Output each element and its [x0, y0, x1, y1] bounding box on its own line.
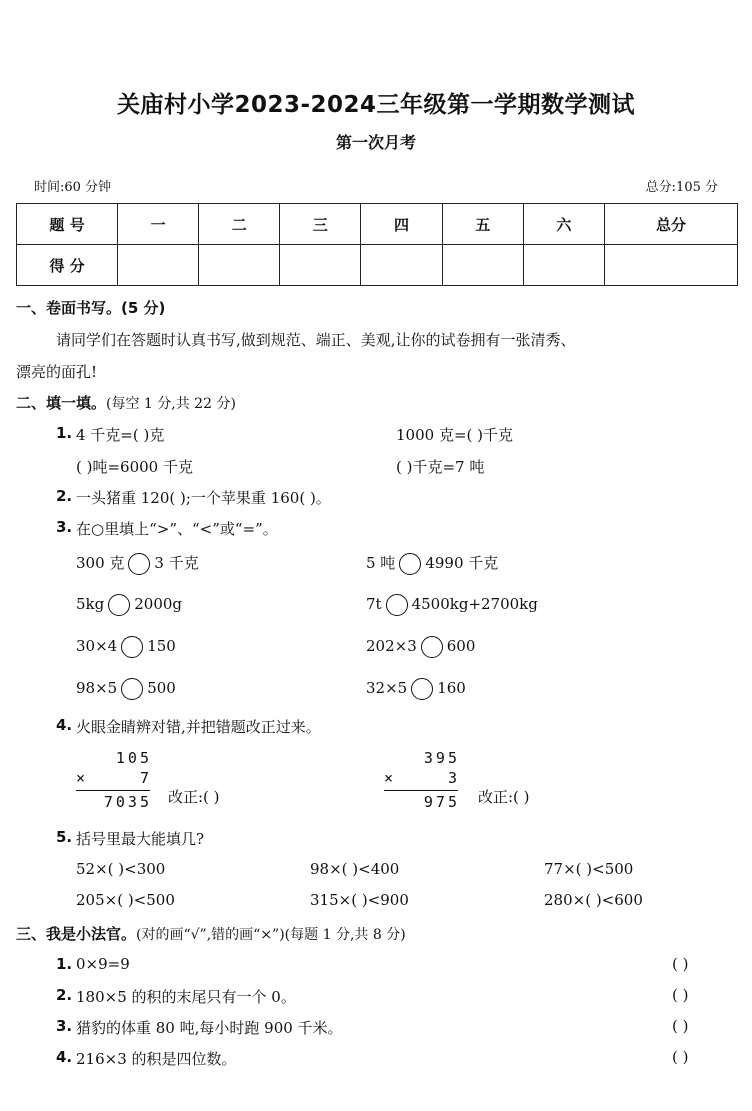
section2-title: 二、填一填。 — [16, 394, 107, 412]
time-limit: 时间:60 分钟 — [34, 180, 112, 195]
compare-item — [366, 594, 538, 616]
q1-part-b: 1000 克=( )千克 — [396, 426, 513, 444]
score-header-cell: 一 — [118, 204, 199, 245]
score-input-cell[interactable] — [118, 245, 199, 286]
compare-right: 4990 千克 — [425, 554, 499, 572]
score-input-cell[interactable] — [280, 245, 361, 286]
score-input-cell[interactable] — [199, 245, 280, 286]
section1-line2: 漂亮的面孔! — [16, 363, 98, 381]
compare-right: 160 — [437, 679, 466, 697]
judge-answer-box[interactable]: ( ) — [672, 1017, 689, 1035]
q1-part-c: ( )吨=6000 千克 — [76, 458, 193, 476]
section3-heading — [16, 923, 406, 944]
compare-item — [76, 552, 199, 575]
total-score: 总分:105 分 — [645, 180, 718, 195]
score-input-cell[interactable] — [605, 245, 738, 286]
q3-number: 3. — [56, 518, 73, 536]
compare-right: 600 — [446, 637, 476, 655]
judge-number: 4. — [56, 1048, 73, 1066]
fill-max-item[interactable]: 52×( )<300 — [76, 860, 166, 878]
judge-answer-box[interactable]: ( ) — [672, 1048, 689, 1066]
score-table — [16, 203, 738, 286]
judge-number: 3. — [56, 1017, 73, 1035]
section2-note: (每空 1 分,共 22 分) — [106, 396, 236, 412]
compare-left: 98×5 — [76, 679, 118, 697]
fill-max-item[interactable]: 205×( )<500 — [76, 891, 175, 909]
section1-heading: 一、卷面书写。(5 分) — [16, 299, 166, 317]
judge-answer-box[interactable]: ( ) — [672, 955, 689, 973]
fill-max-item[interactable]: 98×( )<400 — [310, 860, 400, 878]
compare-circle[interactable] — [399, 553, 421, 575]
times-sign: × — [384, 769, 397, 787]
compare-left: 32×5 — [366, 679, 408, 697]
score-row-label: 得 分 — [17, 245, 118, 286]
judge-number: 1. — [56, 955, 73, 973]
fill-max-item[interactable]: 280×( )<600 — [544, 891, 643, 909]
compare-left: 7t — [366, 595, 382, 613]
exam-title: 关庙村小学2023-2024三年级第一学期数学测试 — [116, 92, 636, 118]
times-sign: × — [76, 769, 89, 787]
judge-statement: 猎豹的体重 80 吨,每小时跑 900 千米。 — [76, 1019, 343, 1037]
q1-part-d: ( )千克=7 吨 — [396, 458, 485, 476]
fill-max-item[interactable]: 77×( )<500 — [544, 860, 634, 878]
correction-field[interactable]: 改正:( ) — [478, 788, 530, 806]
exam-subtitle: 第一次月考 — [335, 133, 416, 152]
score-header-cell: 四 — [361, 204, 442, 245]
compare-right: 3 千克 — [154, 554, 199, 572]
calc-multiplier-row — [384, 768, 460, 788]
calc-multiplicand: 395 — [423, 749, 460, 767]
section1-line1: 请同学们在答题时认真书写,做到规范、端正、美观,让你的试卷拥有一张清秀、 — [56, 331, 576, 349]
q3-text: 在○里填上“>”、“<”或“=”。 — [76, 520, 278, 538]
calc-result: 975 — [423, 793, 460, 811]
compare-right: 4500kg+2700kg — [411, 595, 538, 613]
score-input-cell[interactable] — [523, 245, 604, 286]
score-header-cell: 二 — [199, 204, 280, 245]
compare-right: 500 — [147, 679, 176, 697]
vertical-calculation — [384, 748, 460, 812]
score-header-cell: 题 号 — [17, 204, 118, 245]
calc-line — [76, 790, 150, 791]
q2-text: 一头猪重 120( );一个苹果重 160( )。 — [76, 489, 331, 507]
judge-number: 2. — [56, 986, 73, 1004]
judge-statement: 0×9=9 — [76, 955, 130, 973]
judge-answer-box[interactable]: ( ) — [672, 986, 689, 1004]
q1-number: 1. — [56, 424, 73, 442]
calc-multiplicand: 105 — [115, 749, 152, 767]
section3-note: (对的画“√”,错的画“×”)(每题 1 分,共 8 分) — [136, 927, 406, 943]
calc-result: 7035 — [103, 793, 152, 811]
correction-field[interactable]: 改正:( ) — [168, 788, 220, 806]
compare-left: 5 吨 — [366, 554, 396, 572]
compare-item — [366, 552, 498, 575]
calc-multiplier: 3 — [447, 769, 460, 787]
q4-text: 火眼金睛辨对错,并把错题改正过来。 — [76, 718, 321, 736]
compare-right: 2000g — [134, 595, 183, 613]
score-header-cell: 五 — [442, 204, 523, 245]
compare-circle[interactable] — [411, 678, 433, 700]
compare-item — [76, 594, 182, 616]
score-header-cell: 总分 — [605, 204, 738, 245]
q5-text: 括号里最大能填几? — [76, 830, 205, 848]
compare-circle[interactable] — [121, 678, 143, 700]
q1-part-a: 4 千克=( )克 — [76, 426, 165, 444]
calc-multiplier: 7 — [139, 769, 152, 787]
section3-title: 三、我是小法官。 — [16, 925, 137, 943]
compare-item — [366, 636, 475, 658]
compare-item — [366, 678, 466, 700]
score-header-cell: 三 — [280, 204, 361, 245]
compare-right: 150 — [147, 637, 176, 655]
compare-item — [76, 636, 176, 658]
fill-max-item[interactable]: 315×( )<900 — [310, 891, 409, 909]
q2-number: 2. — [56, 487, 73, 505]
score-input-cell[interactable] — [442, 245, 523, 286]
judge-statement: 216×3 的积是四位数。 — [76, 1050, 237, 1068]
calc-line — [384, 790, 458, 791]
compare-circle[interactable] — [108, 594, 130, 616]
q4-number: 4. — [56, 716, 73, 734]
q5-number: 5. — [56, 828, 73, 846]
compare-circle[interactable] — [128, 553, 150, 575]
score-header-cell: 六 — [523, 204, 604, 245]
compare-circle[interactable] — [421, 636, 443, 658]
section2-heading — [16, 392, 236, 413]
compare-left: 5kg — [76, 595, 105, 613]
compare-left: 202×3 — [366, 637, 417, 655]
compare-left: 30×4 — [76, 637, 118, 655]
compare-item — [76, 678, 176, 700]
judge-statement: 180×5 的积的末尾只有一个 0。 — [76, 988, 296, 1006]
compare-circle[interactable] — [386, 594, 408, 616]
score-input-cell[interactable] — [361, 245, 442, 286]
compare-left: 300 克 — [76, 554, 125, 572]
calc-multiplier-row — [76, 768, 152, 788]
vertical-calculation — [76, 748, 152, 812]
compare-circle[interactable] — [121, 636, 143, 658]
